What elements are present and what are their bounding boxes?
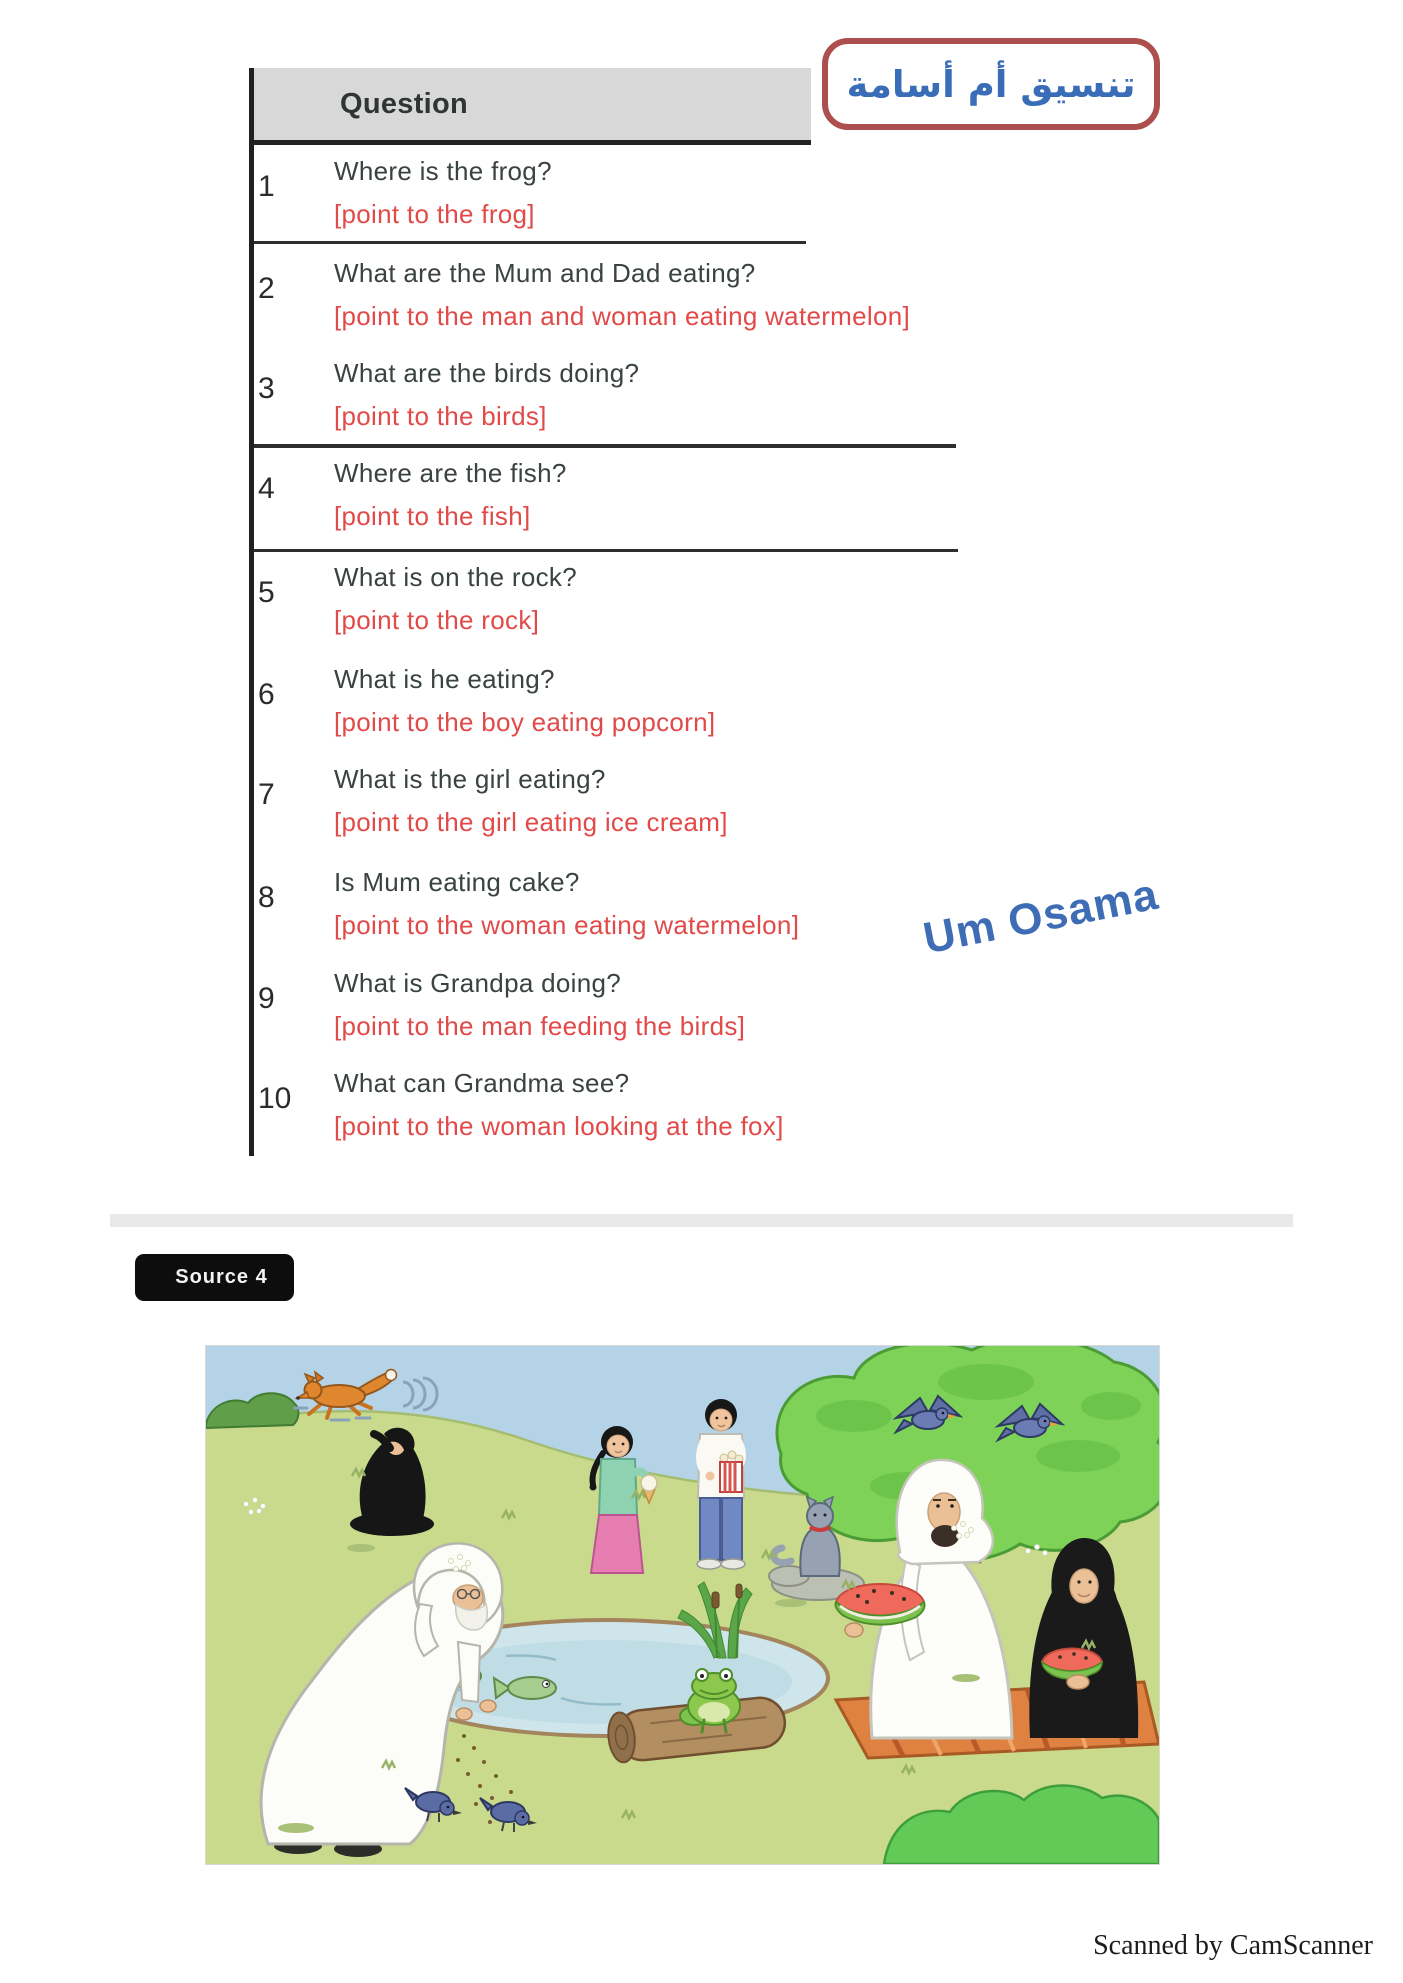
table-row (258, 861, 958, 942)
row-number: 8 (258, 881, 275, 914)
instruction-text: [point to the frog] (334, 199, 535, 229)
instruction-text: [point to the boy eating popcorn] (334, 707, 716, 737)
table-left-border (249, 68, 254, 1156)
row-number: 5 (258, 576, 275, 609)
row-number: 2 (258, 272, 275, 305)
table-row (258, 758, 958, 839)
row-divider-3 (254, 444, 956, 448)
um-osama-watermark: Um Osama (919, 869, 1163, 964)
question-text: What is the girl eating? (334, 764, 606, 794)
row-number: 7 (258, 778, 275, 811)
instruction-text: [point to the man and woman eating watermelon] (334, 301, 911, 331)
table-row (258, 556, 958, 637)
instruction-text: [point to the girl eating ice cream] (334, 807, 728, 837)
question-text: What is on the rock? (334, 562, 577, 592)
instruction-text: [point to the woman eating watermelon] (334, 910, 800, 940)
row-number: 4 (258, 472, 275, 505)
picnic-scene-illustration (205, 1345, 1160, 1865)
row-number: 6 (258, 678, 275, 711)
instruction-text: [point to the man feeding the birds] (334, 1011, 746, 1041)
row-number: 1 (258, 170, 275, 203)
table-header-divider (254, 140, 811, 145)
row-divider-1 (254, 241, 806, 244)
question-text: Where are the fish? (334, 458, 567, 488)
source-4-badge: Source 4 (135, 1254, 294, 1301)
popcorn-box (720, 1451, 743, 1492)
instruction-text: [point to the fish] (334, 501, 531, 531)
table-row (258, 962, 958, 1043)
table-row (258, 352, 958, 433)
row-divider-4 (254, 549, 958, 552)
table-row (258, 252, 958, 333)
row-number: 9 (258, 982, 275, 1015)
question-text: Where is the frog? (334, 156, 552, 186)
question-text: What are the Mum and Dad eating? (334, 258, 756, 288)
table-header-question-label: Question (340, 87, 469, 120)
camscanner-credit: Scanned by CamScanner (1093, 1930, 1373, 1961)
row-number: 10 (258, 1082, 292, 1115)
table-row (258, 658, 958, 739)
question-text: What is Grandpa doing? (334, 968, 621, 998)
section-divider-bar (110, 1214, 1293, 1227)
table-row (258, 150, 958, 231)
formatting-stamp-box (822, 38, 1160, 130)
instruction-text: [point to the birds] (334, 401, 547, 431)
row-number: 3 (258, 372, 275, 405)
question-text: Is Mum eating cake? (334, 867, 580, 897)
question-text: What can Grandma see? (334, 1068, 630, 1098)
table-header (254, 68, 811, 140)
formatting-stamp-text: تنسيق أم أسامة (846, 62, 1136, 106)
table-row (258, 452, 958, 533)
instruction-text: [point to the rock] (334, 605, 540, 635)
table-row (258, 1062, 958, 1143)
question-text: What is he eating? (334, 664, 555, 694)
question-text: What are the birds doing? (334, 358, 640, 388)
instruction-text: [point to the woman looking at the fox] (334, 1111, 784, 1141)
